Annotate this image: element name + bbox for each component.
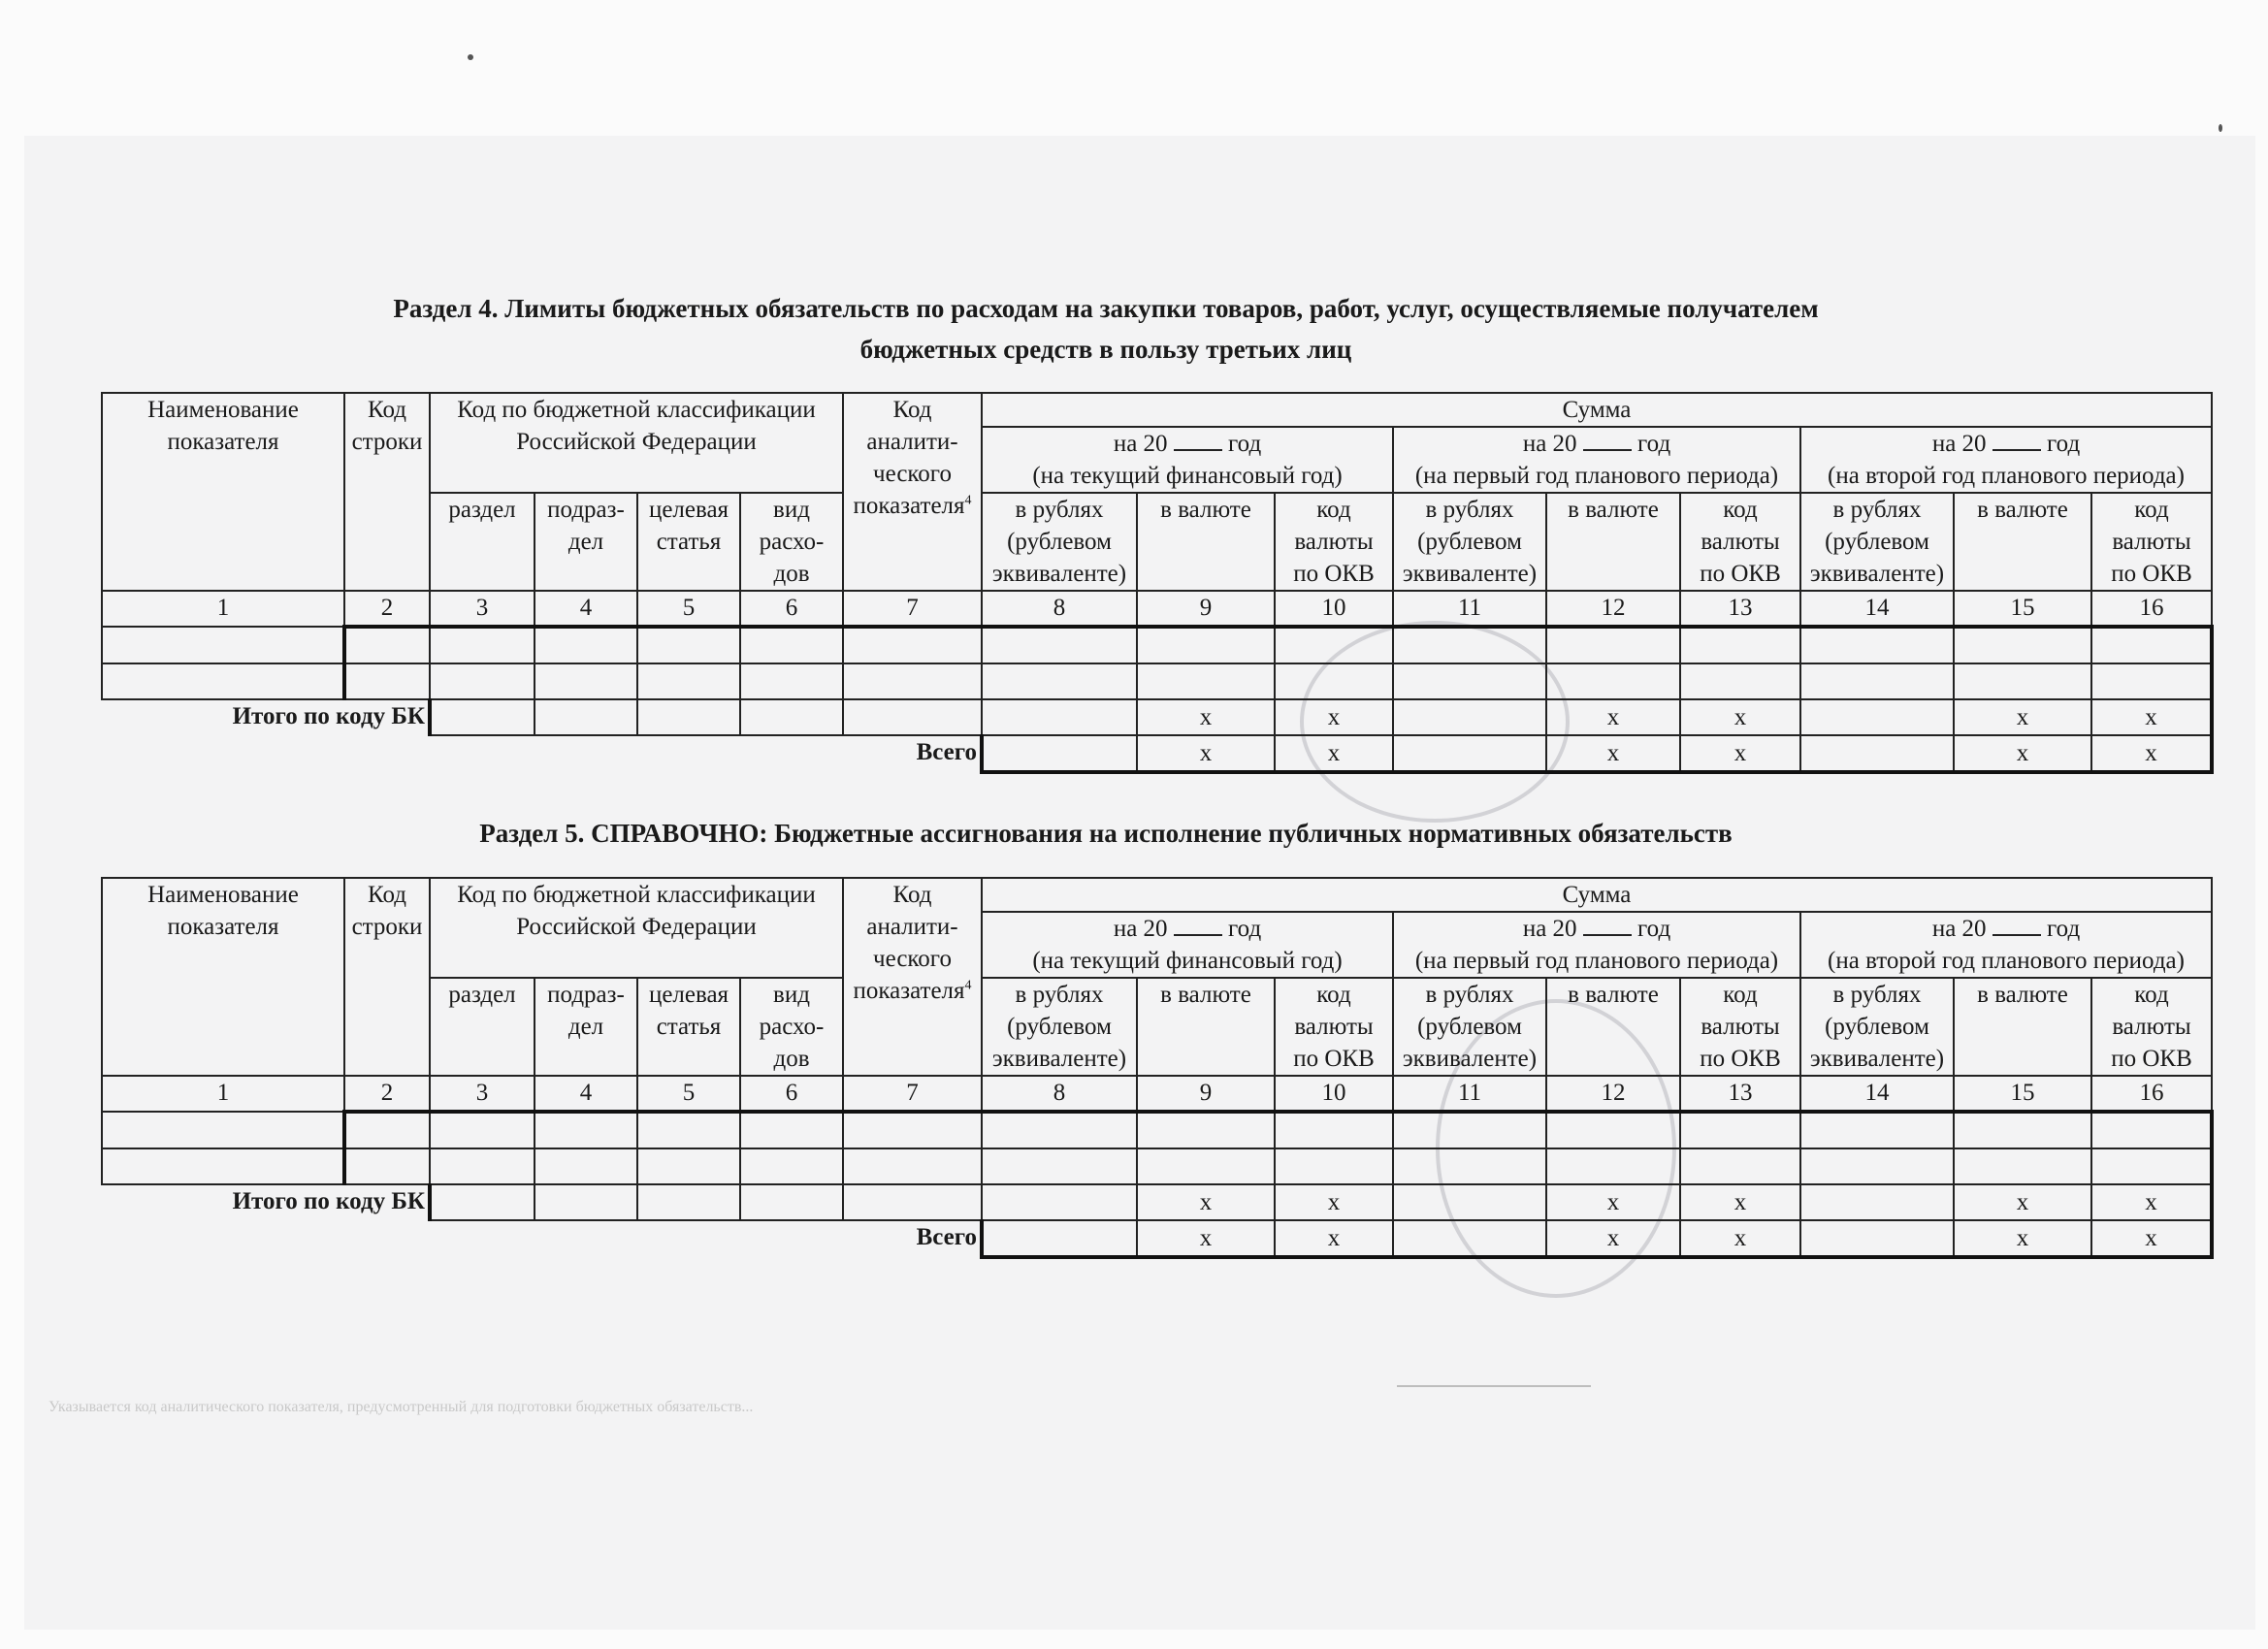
cell[interactable] [1800, 1112, 1954, 1148]
col-number: 10 [1275, 1076, 1393, 1112]
cell[interactable] [843, 1184, 982, 1220]
header-name: Наименование показателя [102, 878, 344, 1076]
col-number: 5 [637, 591, 740, 627]
header-okv: код валюты по ОКВ [2091, 978, 2212, 1076]
col-number: 16 [2091, 1076, 2212, 1112]
header-currency: в валюте [1954, 493, 2091, 591]
cell[interactable] [1680, 627, 1800, 663]
header-rub: в рублях (рублевом эквиваленте) [982, 493, 1137, 591]
x-mark: x [2091, 1220, 2212, 1257]
cell[interactable] [344, 627, 430, 663]
col-number: 6 [740, 1076, 843, 1112]
x-mark: x [1954, 735, 2091, 772]
cell[interactable] [1800, 1148, 1954, 1184]
col-number: 10 [1275, 591, 1393, 627]
header-currency: в валюте [1546, 493, 1680, 591]
col-number: 2 [344, 591, 430, 627]
cell[interactable] [1546, 627, 1680, 663]
cell[interactable] [637, 1112, 740, 1148]
cell[interactable] [982, 699, 1137, 735]
header-currency: в валюте [1137, 493, 1275, 591]
x-mark: x [1680, 699, 1800, 735]
cell[interactable] [637, 1184, 740, 1220]
cell[interactable] [430, 663, 535, 699]
cell[interactable] [1546, 1112, 1680, 1148]
cell[interactable] [1393, 735, 1546, 772]
cell[interactable] [1954, 627, 2091, 663]
cell[interactable] [2091, 627, 2212, 663]
header-name: Наименование показателя [102, 393, 344, 591]
cell[interactable] [1393, 1148, 1546, 1184]
header-rub: в рублях (рублевом эквиваленте) [982, 978, 1137, 1076]
cell[interactable] [430, 1148, 535, 1184]
cell[interactable] [637, 1148, 740, 1184]
cell[interactable] [740, 1184, 843, 1220]
cell-name[interactable] [102, 1112, 344, 1148]
header-bk: Код по бюджетной классификации Российской Федерации [430, 393, 843, 493]
header-vid: вид расхо- дов [740, 978, 843, 1076]
x-mark: x [1546, 699, 1680, 735]
x-mark: x [1275, 699, 1393, 735]
cell[interactable] [843, 627, 982, 663]
cell[interactable] [535, 1112, 637, 1148]
cell[interactable] [430, 1184, 535, 1220]
x-mark: x [1546, 735, 1680, 772]
cell[interactable] [2091, 1112, 2212, 1148]
cell[interactable] [637, 627, 740, 663]
header-rub: в рублях (рублевом эквиваленте) [1393, 493, 1546, 591]
header-rub: в рублях (рублевом эквиваленте) [1393, 978, 1546, 1076]
cell[interactable] [1954, 1148, 2091, 1184]
speck [468, 54, 473, 60]
header-bk: Код по бюджетной классификации Российской Федерации [430, 878, 843, 978]
header-period-second: на 20 год (на второй год планового периода) [1800, 912, 2212, 978]
header-okv: код валюты по ОКВ [1680, 978, 1800, 1076]
cell[interactable] [535, 627, 637, 663]
itogo-label: Итого по коду БК [102, 699, 430, 735]
col-number: 7 [843, 1076, 982, 1112]
col-number: 12 [1546, 591, 1680, 627]
cell[interactable] [1680, 663, 1800, 699]
cell[interactable] [1393, 1220, 1546, 1257]
x-mark: x [1275, 1184, 1393, 1220]
cell[interactable] [1954, 663, 2091, 699]
cell[interactable] [1393, 699, 1546, 735]
cell[interactable] [1137, 627, 1275, 663]
col-number: 8 [982, 591, 1137, 627]
cell[interactable] [982, 1148, 1137, 1184]
cell[interactable] [843, 699, 982, 735]
header-sum: Сумма [982, 393, 2212, 427]
col-number: 12 [1546, 1076, 1680, 1112]
table-row [102, 1112, 2212, 1148]
cell[interactable] [843, 1148, 982, 1184]
x-mark: x [2091, 735, 2212, 772]
col-number: 6 [740, 591, 843, 627]
x-mark: x [1546, 1220, 1680, 1257]
header-period-current: на 20 год (на текущий финансовый год) [982, 427, 1393, 493]
cell[interactable] [1800, 699, 1954, 735]
header-podrazdel: подраз- дел [535, 493, 637, 591]
col-number: 3 [430, 591, 535, 627]
cell[interactable] [740, 1148, 843, 1184]
cell[interactable] [344, 1148, 430, 1184]
cell[interactable] [1275, 1112, 1393, 1148]
cell[interactable] [1393, 1112, 1546, 1148]
cell[interactable] [430, 699, 535, 735]
col-number: 1 [102, 1076, 344, 1112]
col-number: 5 [637, 1076, 740, 1112]
header-rub: в рублях (рублевом эквиваленте) [1800, 493, 1954, 591]
section-5-title: Раздел 5. СПРАВОЧНО: Бюджетные ассигнования на исполнение публичных нормативных обязательств [479, 819, 1733, 848]
vsego-label: Всего [916, 739, 977, 765]
col-number: 11 [1393, 591, 1546, 627]
header-sum: Сумма [982, 878, 2212, 912]
cell[interactable] [843, 1112, 982, 1148]
cell[interactable] [1680, 1148, 1800, 1184]
faint-footnote: Указывается код аналитического показателя, предусмотренный для подготовки бюджетных обязательств... [49, 1399, 754, 1415]
cell[interactable] [982, 1220, 1137, 1257]
x-mark: x [1680, 1184, 1800, 1220]
col-number: 3 [430, 1076, 535, 1112]
vsego-label: Всего [916, 1224, 977, 1250]
x-mark: x [1275, 735, 1393, 772]
header-period-current: на 20 год (на текущий финансовый год) [982, 912, 1393, 978]
col-number: 1 [102, 591, 344, 627]
cell[interactable] [982, 1112, 1137, 1148]
x-mark: x [2091, 1184, 2212, 1220]
header-okv: код валюты по ОКВ [2091, 493, 2212, 591]
header-row-code: Код строки [344, 878, 430, 1076]
cell[interactable] [1275, 627, 1393, 663]
cell[interactable] [1546, 663, 1680, 699]
cell[interactable] [1800, 1220, 1954, 1257]
table-row [102, 627, 2212, 663]
col-number: 13 [1680, 591, 1800, 627]
column-numbers-row [102, 591, 2212, 627]
header-currency: в валюте [1546, 978, 1680, 1076]
section-4-title-line1: Раздел 4. Лимиты бюджетных обязательств по расходам на закупки товаров, работ, услуг, осуществляемые получателем [393, 294, 1819, 323]
cell[interactable] [740, 1112, 843, 1148]
itogo-row [102, 1184, 2212, 1220]
itogo-row [102, 699, 2212, 735]
header-row-code: Код строки [344, 393, 430, 591]
col-number: 13 [1680, 1076, 1800, 1112]
col-number: 14 [1800, 1076, 1954, 1112]
cell-name[interactable] [102, 663, 344, 699]
cell[interactable] [740, 627, 843, 663]
cell[interactable] [740, 699, 843, 735]
column-numbers-row [102, 1076, 2212, 1112]
cell[interactable] [430, 627, 535, 663]
x-mark: x [1954, 699, 2091, 735]
header-period-first: на 20 год (на первый год планового периода) [1393, 427, 1800, 493]
header-razdel: раздел [430, 493, 535, 591]
cell[interactable] [2091, 1148, 2212, 1184]
section-4-title-line2: бюджетных средств в пользу третьих лиц [859, 335, 1352, 364]
vsego-row [102, 735, 2212, 772]
col-number: 15 [1954, 591, 2091, 627]
col-number: 11 [1393, 1076, 1546, 1112]
cell[interactable] [637, 699, 740, 735]
cell[interactable] [1393, 1184, 1546, 1220]
col-number: 14 [1800, 591, 1954, 627]
cell[interactable] [982, 663, 1137, 699]
header-vid: вид расхо- дов [740, 493, 843, 591]
header-period-second: на 20 год (на второй год планового периода) [1800, 427, 2212, 493]
col-number: 16 [2091, 591, 2212, 627]
header-currency: в валюте [1137, 978, 1275, 1076]
cell[interactable] [535, 699, 637, 735]
col-number: 7 [843, 591, 982, 627]
cell[interactable] [1800, 627, 1954, 663]
itogo-label: Итого по коду БК [102, 1184, 430, 1220]
section-4-table [101, 392, 2214, 774]
x-mark: x [1546, 1184, 1680, 1220]
cell[interactable] [535, 1148, 637, 1184]
cell[interactable] [1800, 663, 1954, 699]
header-analytic: Код аналити- ческого показателя$^4$ [843, 878, 982, 1076]
speck [2219, 124, 2222, 132]
cell[interactable] [535, 663, 637, 699]
x-mark: x [1680, 735, 1800, 772]
cell-name[interactable] [102, 1148, 344, 1184]
cell[interactable] [1393, 663, 1546, 699]
x-mark: x [1954, 1184, 2091, 1220]
footnote-rule [1397, 1385, 1591, 1387]
col-number: 15 [1954, 1076, 2091, 1112]
cell[interactable] [430, 1112, 535, 1148]
cell[interactable] [535, 1184, 637, 1220]
cell[interactable] [2091, 663, 2212, 699]
cell[interactable] [1137, 1148, 1275, 1184]
col-number: 4 [535, 591, 637, 627]
cell[interactable] [843, 663, 982, 699]
x-mark: x [1137, 735, 1275, 772]
cell[interactable] [982, 735, 1137, 772]
cell[interactable] [982, 627, 1137, 663]
x-mark: x [1275, 1220, 1393, 1257]
cell[interactable] [1275, 663, 1393, 699]
col-number: 4 [535, 1076, 637, 1112]
table-row [102, 663, 2212, 699]
vsego-row [102, 1220, 2212, 1257]
col-number: 9 [1137, 591, 1275, 627]
cell[interactable] [1800, 735, 1954, 772]
cell[interactable] [1393, 627, 1546, 663]
header-currency: в валюте [1954, 978, 2091, 1076]
col-number: 9 [1137, 1076, 1275, 1112]
x-mark: x [1680, 1220, 1800, 1257]
cell[interactable] [740, 663, 843, 699]
header-analytic: Код аналити- ческого показателя$^4$ [843, 393, 982, 591]
cell[interactable] [344, 1112, 430, 1148]
header-statya: целевая статья [637, 978, 740, 1076]
cell[interactable] [1680, 1112, 1800, 1148]
cell[interactable] [1954, 1112, 2091, 1148]
header-period-first: на 20 год (на первый год планового периода) [1393, 912, 1800, 978]
cell[interactable] [1137, 1112, 1275, 1148]
section-5-table [101, 877, 2214, 1259]
cell[interactable] [1275, 1148, 1393, 1184]
x-mark: x [2091, 699, 2212, 735]
header-rub: в рублях (рублевом эквиваленте) [1800, 978, 1954, 1076]
cell[interactable] [1137, 663, 1275, 699]
x-mark: x [1954, 1220, 2091, 1257]
header-okv: код валюты по ОКВ [1275, 978, 1393, 1076]
x-mark: x [1137, 1184, 1275, 1220]
header-okv: код валюты по ОКВ [1680, 493, 1800, 591]
x-mark: x [1137, 1220, 1275, 1257]
col-number: 2 [344, 1076, 430, 1112]
cell[interactable] [344, 663, 430, 699]
x-mark: x [1137, 699, 1275, 735]
header-podrazdel: подраз- дел [535, 978, 637, 1076]
cell[interactable] [1546, 1148, 1680, 1184]
header-okv: код валюты по ОКВ [1275, 493, 1393, 591]
cell[interactable] [982, 1184, 1137, 1220]
cell-name[interactable] [102, 627, 344, 663]
table-row [102, 1148, 2212, 1184]
section-4-title [97, 288, 2115, 370]
cell[interactable] [637, 663, 740, 699]
header-razdel: раздел [430, 978, 535, 1076]
col-number: 8 [982, 1076, 1137, 1112]
cell[interactable] [1800, 1184, 1954, 1220]
header-statya: целевая статья [637, 493, 740, 591]
